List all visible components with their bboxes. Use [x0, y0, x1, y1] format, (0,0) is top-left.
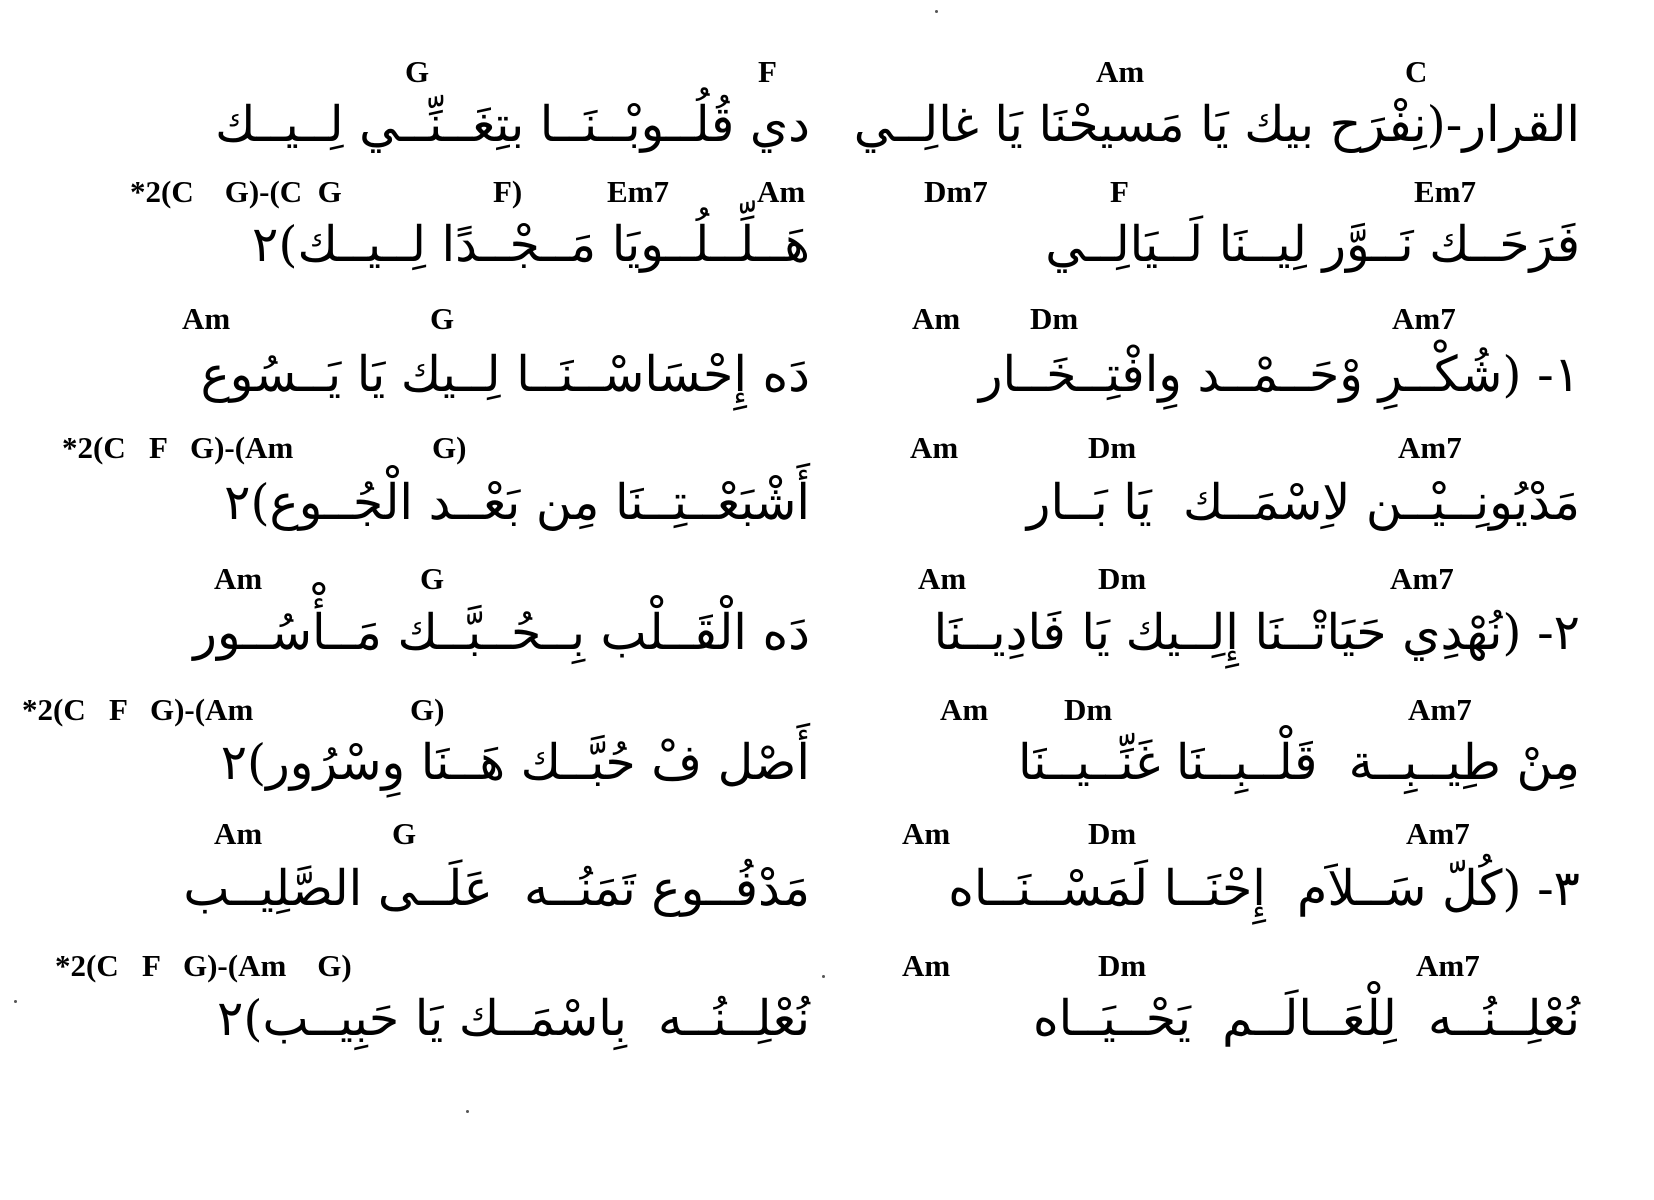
chord: Am [214, 816, 263, 851]
chord: Am [902, 948, 951, 983]
lyric-line-left: نُعْلِــنُــه بِاسْمَــك يَا حَبِيــب)٢ [217, 990, 810, 1047]
chord: Am [757, 174, 806, 209]
chord: G [405, 54, 430, 89]
chord: Dm7 [924, 174, 988, 209]
chord: Am [1096, 54, 1145, 89]
chord: Am7 [1406, 816, 1470, 851]
scan-speck [14, 1000, 17, 1003]
chord: Dm [1088, 816, 1137, 851]
lyric-line-right: ١- (شُكْــرِ وْحَــمْــد وِافْتِــخَــار [978, 346, 1580, 403]
lyric-line-left: هَــلِّــلُــويَا مَــجْــدًا لِــيــك)٢ [252, 216, 810, 273]
scan-speck [822, 975, 825, 978]
chord: Dm [1064, 692, 1113, 727]
lyric-line-right: ٣- (كُلّ سَــلاَم إِحْنَــا لَمَسْــنَــاه [948, 860, 1580, 917]
lyric-line-left: دَه الْقَــلْب بِــحُــبَّــك مَــأْسُــور [193, 604, 810, 661]
chord: G [420, 561, 445, 596]
chord: *2(C F G)-(Am [62, 430, 294, 465]
chord: Am [182, 301, 231, 336]
lyric-line-left: دي قُلُــوبْــنَــا بتِغَــنِّــي لِــيــك [215, 96, 810, 153]
lyric-line-left: دَه إِحْسَاسْــنَــا لِــيك يَا يَــسُوع [200, 346, 810, 403]
chord: Am [940, 692, 989, 727]
chord: Em7 [1414, 174, 1476, 209]
chord: *2(C F G)-(Am [22, 692, 254, 727]
chord: Dm [1030, 301, 1079, 336]
chord: Am7 [1408, 692, 1472, 727]
chord: *2(C G)-(C G [130, 174, 342, 209]
chord: C [1405, 54, 1428, 89]
chord: Em7 [607, 174, 669, 209]
lyric-line-left: أَشْبَعْــتِــنَا مِن بَعْــد الْجُــوع)٢ [224, 474, 810, 531]
lyric-line-right: فَرَحَــك نَــوَّر لِيــنَا لَــيَالِــي [1045, 216, 1580, 273]
lyric-line-right: مَدْيُونِــيْــن لاِسْمَــك يَا بَــار [1026, 474, 1580, 531]
chord: Dm [1098, 561, 1147, 596]
lyric-line-right: ٢- (نُهْدِي حَيَاتْــنَا إِلِــيك يَا فَادِيــنَا [933, 604, 1580, 661]
chord: Dm [1098, 948, 1147, 983]
chord: F) [493, 174, 523, 209]
chord: *2(C F G)-(Am G) [55, 948, 352, 983]
chord: F [1110, 174, 1129, 209]
chord: F [758, 54, 777, 89]
lyric-line-left: مَدْفُــوع تَمَنُــه عَلَــى الصَّلِيــب [183, 860, 810, 917]
scan-speck [935, 10, 938, 13]
chord: Am [918, 561, 967, 596]
scan-speck [466, 1110, 469, 1113]
chord: G) [432, 430, 467, 465]
chord: G) [410, 692, 445, 727]
chord: Am [910, 430, 959, 465]
chord: Dm [1088, 430, 1137, 465]
chord: Am [214, 561, 263, 596]
chord: Am7 [1390, 561, 1454, 596]
chord: G [392, 816, 417, 851]
lyric-line-right: مِنْ طِيــبِــة قَلْــبِــنَا غَنِّــيــنَا [1017, 734, 1580, 791]
chord: Am [912, 301, 961, 336]
chord: Am7 [1392, 301, 1456, 336]
lyric-line-right: القرار-(نِفْرَح بيك يَا مَسيحْنَا يَا غالِــي [853, 96, 1580, 153]
chord: Am7 [1416, 948, 1480, 983]
chord: Am [902, 816, 951, 851]
chord: Am7 [1398, 430, 1462, 465]
lyric-line-left: أَصْل فْ حُبَّــك هَــنَا وِسْرُور)٢ [220, 734, 810, 791]
chord: G [430, 301, 455, 336]
lyric-line-right: نُعْلِــنُــه لِلْعَــالَــم يَحْــيَــاه [1032, 990, 1580, 1047]
